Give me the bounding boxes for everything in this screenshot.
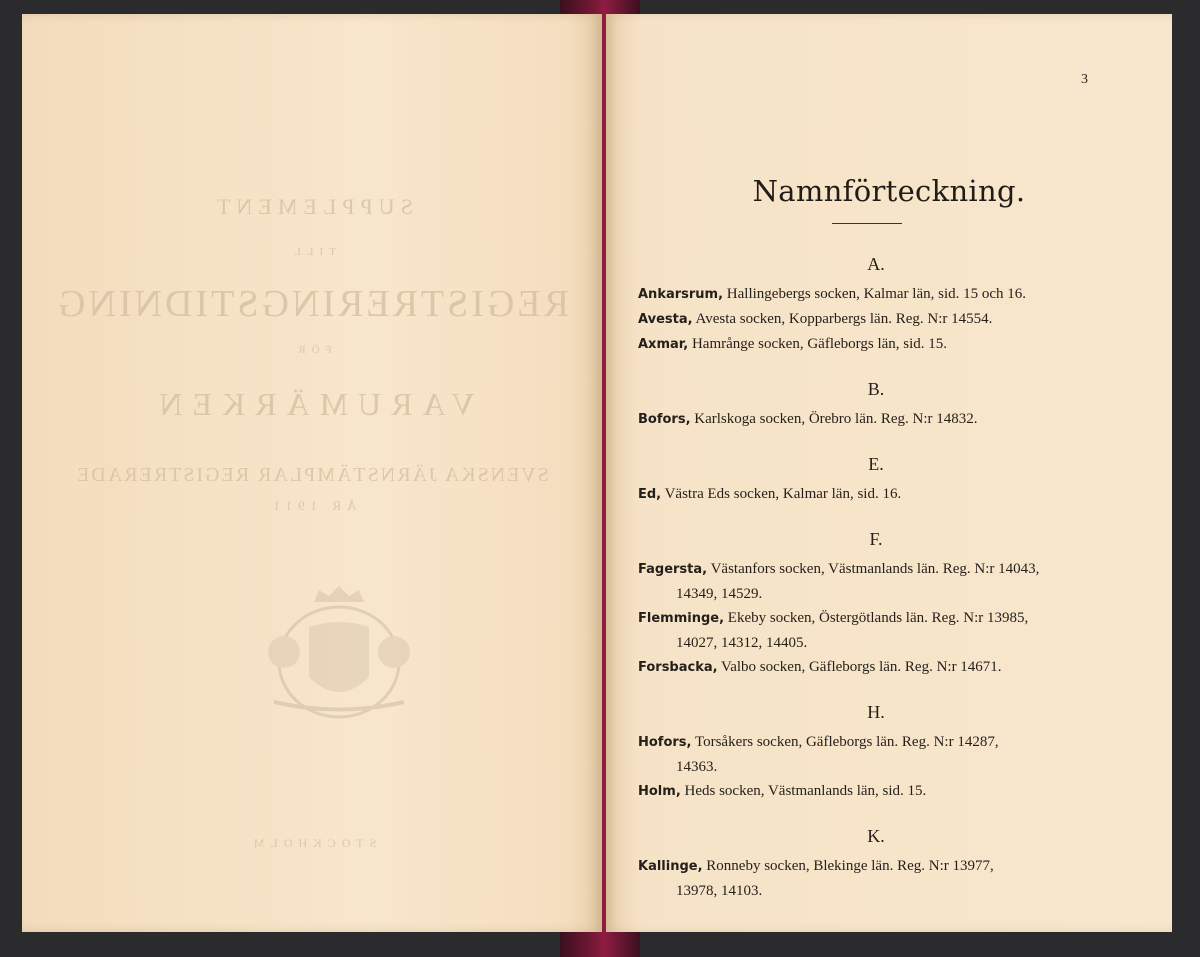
page-number: 3 (1081, 72, 1088, 87)
bleed-text: TILL (288, 246, 336, 258)
entry-text: Valbo socken, Gäfleborgs län. Reg. N:r 14671. (717, 659, 1002, 675)
index-entry (638, 606, 1114, 655)
entry-text: Hamrånge socken, Gäfleborgs län, sid. 15. (688, 336, 948, 352)
entry-continuation: 14349, 14529. (676, 586, 763, 602)
entry-name: Axmar, (638, 337, 689, 352)
entry-continuation: 14363. (676, 759, 718, 775)
left-page (22, 14, 602, 932)
section-letter: H. (867, 702, 885, 722)
index-entry (638, 307, 1114, 332)
bleed-text: SUPPLEMENT (211, 194, 413, 219)
right-page (606, 14, 1172, 932)
entry-name: Forsbacka, (638, 660, 718, 675)
bleed-text: REGISTRERINGSTIDNING (55, 283, 569, 325)
entry-text: Västanfors socken, Västmanlands län. Reg. N:r 14043, (707, 561, 1040, 577)
index-entry (638, 854, 1114, 903)
bleed-text: ÅR 1911 (267, 498, 357, 513)
entry-name: Holm, (638, 784, 681, 799)
bleed-text: VARUMÄRKEN (149, 386, 475, 422)
entry-name: Flemminge, (638, 611, 725, 626)
entry-text: Ekeby socken, Östergötlands län. Reg. N:r 13985, (724, 610, 1029, 626)
index-entry (638, 282, 1114, 307)
bleed-text: FÖR (292, 344, 332, 356)
section-letter: A. (867, 254, 885, 274)
entry-name: Avesta, (638, 312, 693, 327)
index-list (638, 246, 1114, 903)
entry-text: Hallingebergs socken, Kalmar län, sid. 15 och 16. (723, 286, 1027, 302)
index-entry (638, 407, 1114, 432)
index-entry (638, 655, 1114, 680)
entry-name: Fagersta, (638, 562, 708, 577)
index-entry (638, 730, 1114, 779)
crest-icon (254, 582, 424, 722)
index-entry (638, 482, 1114, 507)
entry-continuation: 14027, 14312, 14405. (676, 635, 808, 651)
index-entry (638, 557, 1114, 606)
bleed-text: STOCKHOLM (247, 836, 377, 850)
index-entry (638, 332, 1114, 357)
entry-text: Avesta socken, Kopparbergs län. Reg. N:r 14554. (692, 311, 993, 327)
entry-name: Kallinge, (638, 859, 703, 874)
bleed-text: SVENSKA JÄRNSTÄMPLAR REGISTRERADE (75, 464, 549, 486)
section-letter: F. (869, 529, 883, 549)
entry-name: Hofors, (638, 735, 692, 750)
entry-name: Ankarsrum, (638, 287, 724, 302)
page-title: Namnförteckning. (752, 174, 1026, 208)
entry-name: Ed, (638, 487, 662, 502)
entry-continuation: 13978, 14103. (676, 883, 763, 899)
title-divider (832, 223, 902, 224)
section-letter: K. (867, 826, 885, 846)
entry-text: Västra Eds socken, Kalmar län, sid. 16. (661, 486, 902, 502)
section-letter: B. (867, 379, 885, 399)
entry-text: Heds socken, Västmanlands län, sid. 15. (680, 783, 927, 799)
entry-text: Ronneby socken, Blekinge län. Reg. N:r 13977, (702, 858, 994, 874)
index-entry (638, 779, 1114, 804)
entry-text: Karlskoga socken, Örebro län. Reg. N:r 14832. (690, 411, 978, 427)
entry-text: Torsåkers socken, Gäfleborgs län. Reg. N:r 14287, (691, 734, 999, 750)
entry-name: Bofors, (638, 412, 691, 427)
section-letter: E. (868, 454, 884, 474)
